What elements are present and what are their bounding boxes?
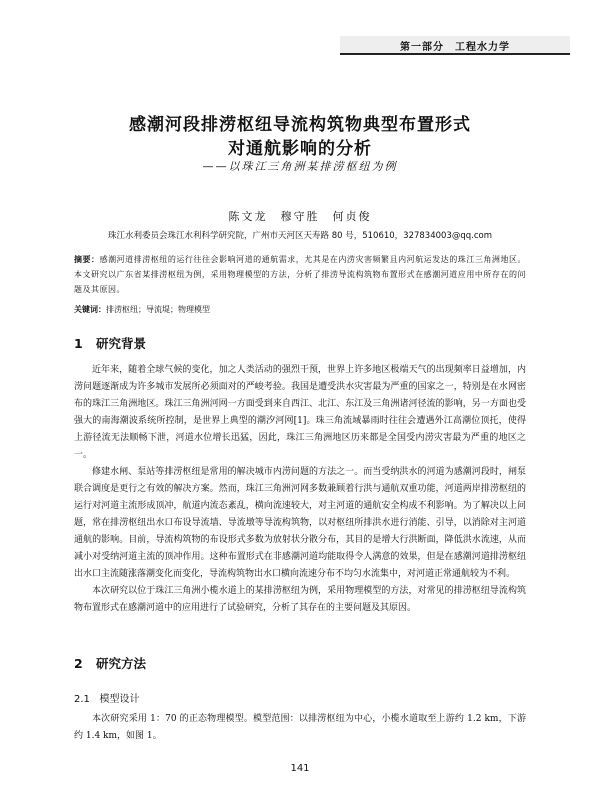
author-affiliation: 珠江水利委员会珠江水利科学研究院，广州市天河区天寿路 80 号，510610，327834003@qq.com [108,231,492,241]
keywords-text: 排涝枢纽；导流堤；物理模型 [106,305,210,314]
subsection-title: 模型设计 [99,694,140,705]
section-2-number: 2 [74,656,83,671]
paper-title-line2: 对通航影响的分析 [228,139,372,159]
keywords-label: 关键词： [74,305,106,314]
section-2-body [74,711,526,745]
section-1-number: 1 [74,336,83,351]
abstract-text: 感潮河道排涝枢纽的运行往往会影响河道的通航需求，尤其是在内涝灾害频繁且内河航运发达的珠江三角洲地区。本文研究以广东省某排涝枢纽为例，采用物理模型的方法，分析了排涝导流构筑物布置形式在感潮河道应用中所存在的问题及其原因。 [74,255,527,294]
abstract-label: 摘要： [74,255,100,264]
page-number: 141 [290,763,310,774]
section-2-heading [74,654,146,672]
paper-title-line1: 感潮河段排涝枢纽导流构筑物典型布置形式 [129,115,471,135]
section-1-body [74,362,526,617]
abstract [74,252,526,297]
section-1-title: 研究背景 [96,336,147,351]
paragraph: 本次研究以位于珠江三角洲小榄水道上的某排涝枢纽为例，采用物理模型的方法，对常见的排涝枢纽导流构筑物布置形式在感潮河道中的应用进行了试验研究，分析了其存在的主要问题及其原因。 [74,586,526,613]
paper-subtitle: ——以珠江三角洲某排涝枢纽为例 [202,160,398,173]
subsection-2-1-heading [74,690,139,705]
keywords [74,303,526,317]
subsection-number: 2.1 [74,694,90,705]
paragraph: 本次研究采用 1：70 的正态物理模型。模型范围：以排涝枢纽为中心，小榄水道取至上游约 1.2 km，下游约 1.4 km，如图 1。 [74,714,526,741]
paragraph: 修建水闸、泵站等排涝枢纽是常用的解决城市内涝问题的方法之一。而当受纳洪水的河道为感潮河段时，闸泵联合调度是更行之有效的解决方案。然而，珠江三角洲河网多数兼顾着行洪与通航双重功能，河道两岸排涝枢纽的运行对河道主流形成顶冲，航道内流态紊乱，横向流速较大，对主河道的通航安全构成不利影响。为了解决以上问题，常在排涝枢纽出水口布设导流墙、导流墩等导流构筑物，以对枢纽所排洪水进行消能、引导，以消除对主河道通航的影响。目前，导流构筑物的布设形式多数为放射状分散分布，其目的是增大行洪断面，降低洪水流速，从而减小对受纳河道主流的顶冲作用。这种布置形式在非感潮河道均能取得令人满意的效果，但是在感潮河道排涝枢纽出水口主流随涨落潮变化而变化，导流构筑物出水口横向流速分布不均匀水流集中，对河道正常通航较为不利。 [74,467,526,579]
paragraph: 近年来，随着全球气候的变化，加之人类活动的强烈干预，世界上许多地区极端天气的出现频率日益增加，内涝问题逐渐成为许多城市发展所必须面对的严峻考验。我国是遭受洪水灾害最为严重的国家之一，特别是在水网密布的珠江三角洲地区。珠江三角洲河网一方面受到来自西江、北江、东江及三角洲诸河径流的影响，另一方面也受强大的南海潮波系统所控制，是世界上典型的潮汐河网[1]。珠三角流域暴雨时往往会遭遇外江高潮位顶托，使得上游径流无法顺畅下泄，河道水位增长迅猛，因此，珠江三角洲地区历来都是全国受内涝灾害最为严重的地区之一。 [74,365,526,460]
author-list: 陈文龙 穆守胜 何贞俊 [228,210,372,223]
running-header: 第一部分 工程水力学 [400,42,510,53]
section-1-heading [74,334,146,352]
section-2-title: 研究方法 [96,656,147,671]
